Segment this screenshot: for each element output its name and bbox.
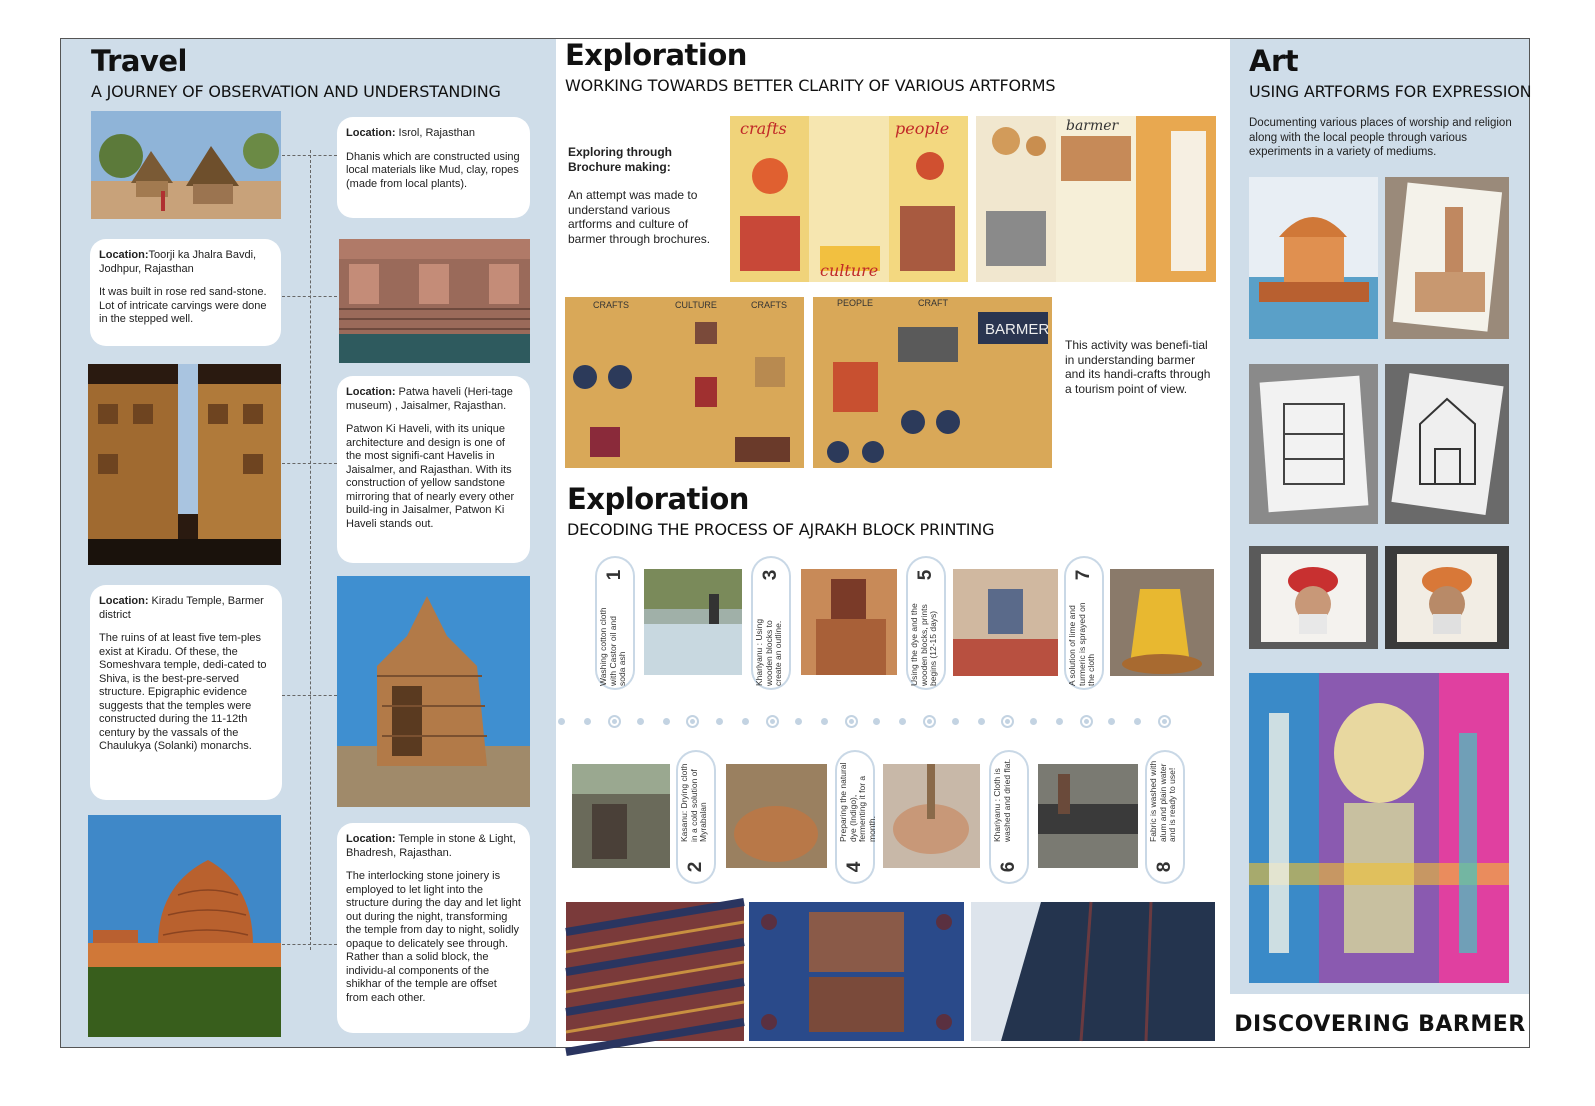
travel-title: Travel (91, 44, 187, 78)
step-2-detail-photo (726, 764, 827, 868)
watercolor-chhatri-painting (1249, 177, 1378, 339)
step-7-photo (1110, 569, 1214, 676)
brochure-image (730, 116, 968, 282)
brochure-image (565, 297, 804, 468)
step-2-photo (572, 764, 670, 868)
process-step-8: Fabric is washed with alum and plain water and is ready to use! 8 (1147, 752, 1183, 882)
brochure-word: CRAFTS (593, 300, 629, 310)
wooden-block-photo (749, 902, 964, 1041)
exploration-title-2: Exploration (567, 482, 749, 516)
connector (282, 296, 337, 297)
turban-man-portrait-1 (1249, 546, 1378, 649)
step-5-photo (953, 569, 1058, 676)
brochure-heading: Exploring through Brochure making: (568, 145, 672, 174)
connector (282, 155, 337, 156)
connector (282, 463, 337, 464)
brochure-note: This activity was benefi-tial in understanding barmer and its handi-crafts through a tourism point of view. (1065, 338, 1211, 396)
brochure-word: people (895, 119, 950, 138)
haveli-photo (88, 364, 281, 565)
temple-pencil-sketch (1385, 364, 1509, 524)
art-title: Art (1249, 44, 1299, 78)
abstract-sculpture-painting (1249, 673, 1509, 983)
huts-photo (91, 111, 281, 219)
process-step-7: 7 A solution of lime and turmeric is sprayed on the cloth (1066, 558, 1102, 688)
step-4-photo (883, 764, 980, 868)
brochure-word: crafts (740, 119, 787, 138)
turban-man-portrait-2 (1385, 546, 1509, 649)
brochure-word: CRAFT (918, 298, 948, 308)
connector (282, 944, 337, 945)
exploration-title-1: Exploration (565, 38, 747, 72)
clocktower-sketch-painting (1385, 177, 1509, 339)
ajrakh-fabric-photo (566, 902, 744, 1041)
art-description: Documenting various places of worship and religion along with the local people through various experiments in a variety of mediums. (1249, 117, 1512, 158)
process-step-6: Khariyanu : Cloth is washed and dried flat. 6 (991, 752, 1027, 882)
stepwell-photo (339, 239, 530, 363)
brochure-word: CRAFTS (751, 300, 787, 310)
stepwell-pencil-sketch (1249, 364, 1378, 524)
location-card: Location: Kiradu Temple, Barmer district The ruins of at least five tem-ples exist at Kiradu. Of these, the Someshvara temple, dedi-cated to Shiva, is the best-pre-served structure. Epigraphic evidence suggests that the temples were constructed during the 11-12th century by the vassals of the Chaulukya (Solanki) monarchs. (90, 585, 282, 800)
location-card: Location: Isrol, Rajasthan Dhanis which are constructed using local materials like Mud, clay, ropes (made from local plants). (337, 117, 530, 218)
timeline-line (310, 150, 311, 950)
brochure-word: culture (820, 261, 879, 280)
brochure-description: An attempt was made to understand various artforms and culture of barmer through brochures. (568, 188, 711, 246)
process-step-3: 3 Kharlyanu : Using wooden blocks to create an outline. (753, 558, 789, 688)
stone-light-temple-photo (88, 815, 281, 1037)
step-3-photo (801, 569, 897, 675)
brochure-word: CULTURE (675, 300, 717, 310)
brochure-image (976, 116, 1216, 282)
kiradu-temple-photo (337, 576, 530, 807)
step-6-photo (1038, 764, 1138, 868)
process-step-2: Kasanu: Drying cloth in a cold solution of Myrabalan 2 (678, 752, 714, 882)
brochure-word: PEOPLE (837, 298, 874, 308)
travel-subtitle: A JOURNEY OF OBSERVATION AND UNDERSTANDING (91, 82, 501, 101)
location-card: Location: Patwa haveli (Heri-tage museum) , Jaisalmer, Rajasthan. Patwon Ki Haveli, with its unique architecture and design is one of the most signifi-cant Havelis in Jaisalmer, and Rajasthan. With its construction of yellow sandstone mirroring that of nearly every other build-ing in Jaisalmer, Patwon Ki Haveli stands out. (337, 376, 530, 563)
location-card: Location: Temple in stone & Light, Bhadresh, Rajasthan. The interlocking stone joinery is employed to let light into the structure during the day and let light out during the night, transforming the temple from day to night, solidly opaque to delicately see through. Rather than a solid block, the individu-al components of the shikhar of the temple are offset from each other. (337, 823, 530, 1033)
exploration-subtitle-2: DECODING THE PROCESS OF AJRAKH BLOCK PRINTING (567, 520, 995, 539)
art-subtitle: USING ARTFORMS FOR EXPRESSION (1249, 82, 1532, 101)
step-1-photo (644, 569, 742, 675)
process-step-4: Preparing the natural dye (Indigo), fermenting it for a month. 4 (837, 752, 873, 882)
printed-cloth-photo (971, 902, 1215, 1041)
brochure-image (813, 297, 1052, 468)
brochure-word: BARMER (985, 321, 1050, 338)
poster-footer-title: DISCOVERING BARMER (1234, 1012, 1526, 1037)
connector (282, 695, 337, 696)
brochure-word: barmer (1066, 118, 1119, 134)
location-card: Location:Toorji ka Jhalra Bavdi, Jodhpur, Rajasthan It was built in rose red sand-stone. Lot of intricate carvings were done in the stepped well. (90, 239, 281, 346)
process-step-1: 1 Washing cotton cloth with Castor oil and soda ash (597, 558, 633, 688)
exploration-subtitle-1: WORKING TOWARDS BETTER CLARITY OF VARIOUS ARTFORMS (565, 76, 1056, 95)
process-step-5: 5 Using the dye and the wooden blocks, prints begins (12-15 days) (908, 558, 944, 688)
